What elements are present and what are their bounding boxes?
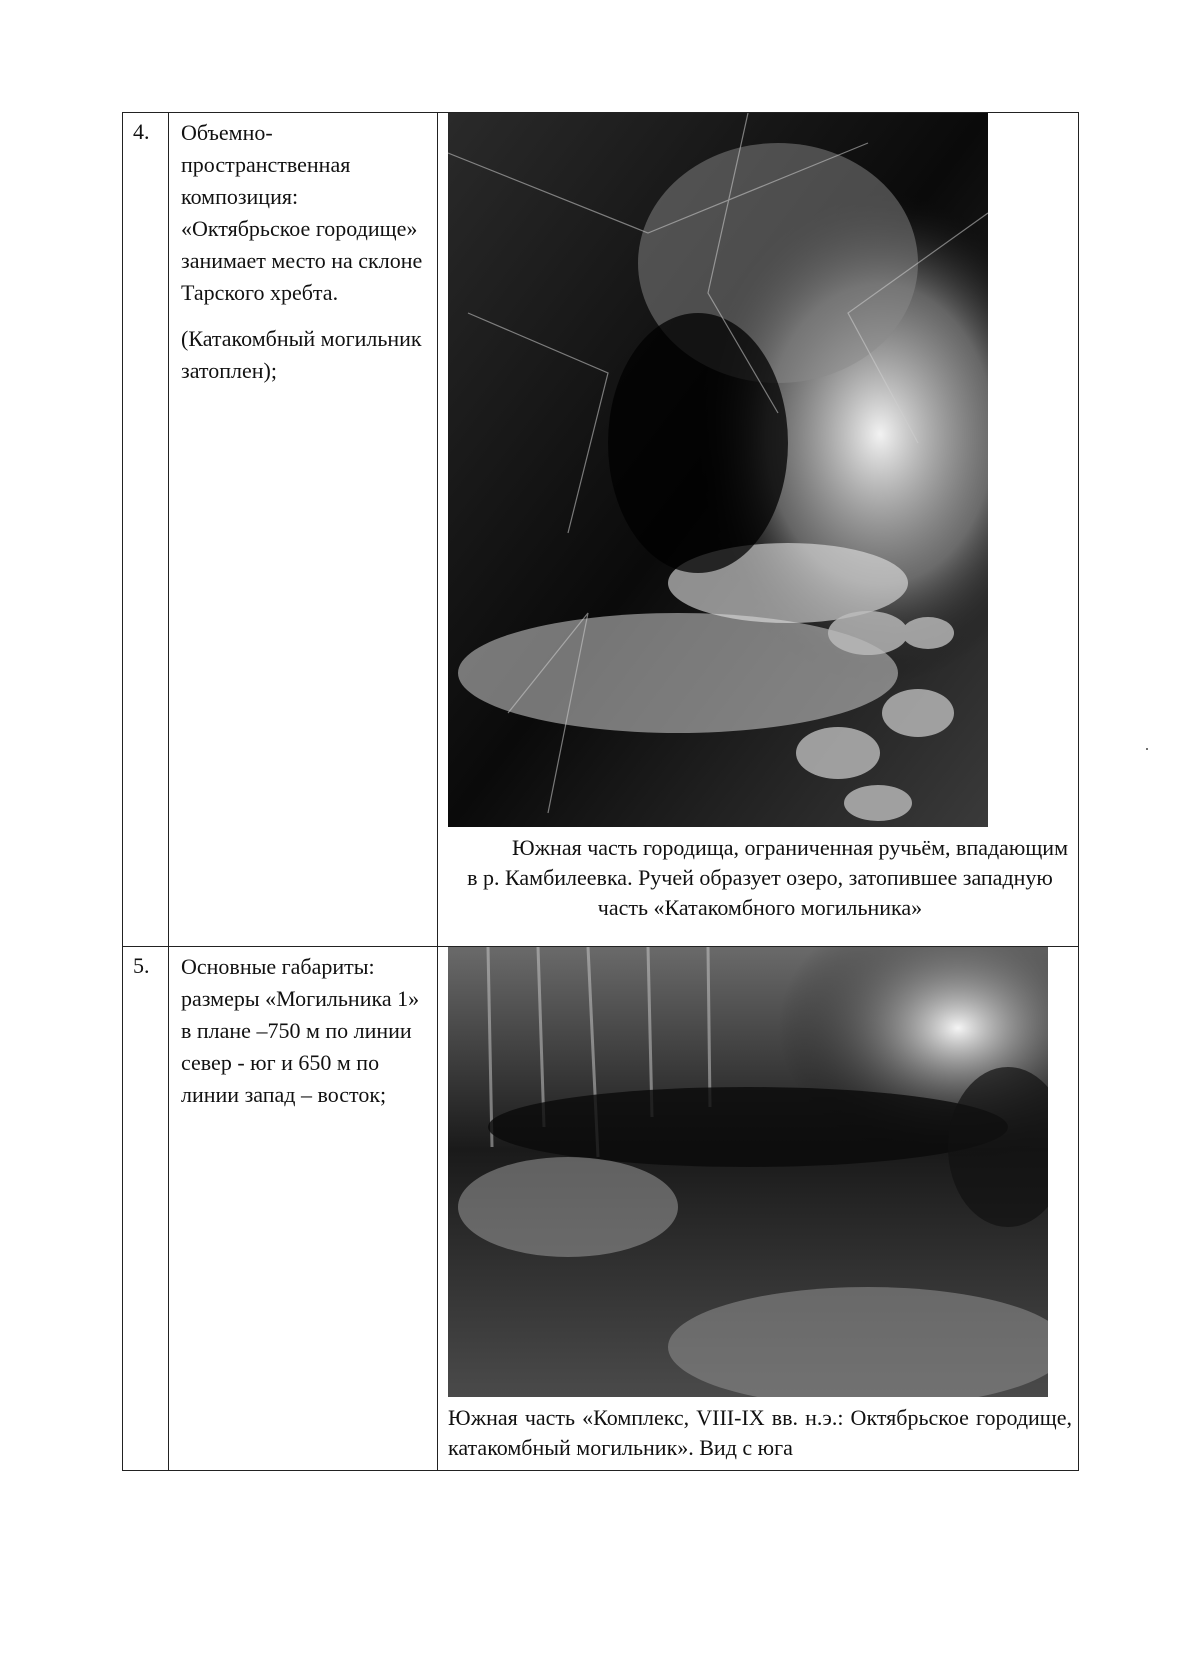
photo-caption: Южная часть «Комплекс, VIII-IX вв. н.э.: Октябрьское городище, катакомбный могильник». Вид с юга <box>448 1405 1072 1460</box>
landscape-photo-icon <box>448 947 1048 1397</box>
document-table <box>122 112 1079 1471</box>
description <box>169 113 437 387</box>
table-row <box>123 113 1079 947</box>
description <box>169 947 437 1111</box>
landscape-photo-icon <box>448 113 988 827</box>
row-number-cell <box>123 947 169 1471</box>
description-cell <box>169 113 438 947</box>
scan-speck <box>1146 748 1148 750</box>
description-paragraph: Основные габариты: размеры «Могильника 1» в плане –750 м по линии север - юг и 650 м по линии запад – восток; <box>181 954 420 1107</box>
row-number-cell <box>123 113 169 947</box>
photo-cell <box>438 113 1079 947</box>
photo-cell <box>438 947 1079 1471</box>
description-paragraph: (Катакомбный могильник затоплен); <box>181 326 422 383</box>
description-cell <box>169 947 438 1471</box>
description-paragraph: Объемно-пространственная композиция: «Октябрьское городище» занимает место на склоне Тарского хребта. <box>181 120 423 305</box>
row-number: 4. <box>133 119 150 144</box>
row-number: 5. <box>133 953 150 978</box>
photo-caption: Южная часть городища, ограниченная ручьём, впадающим в р. Камбилеевка. Ручей образует озеро, затопившее западную часть «Катакомбного могильника» <box>467 835 1069 920</box>
table-row <box>123 947 1079 1471</box>
